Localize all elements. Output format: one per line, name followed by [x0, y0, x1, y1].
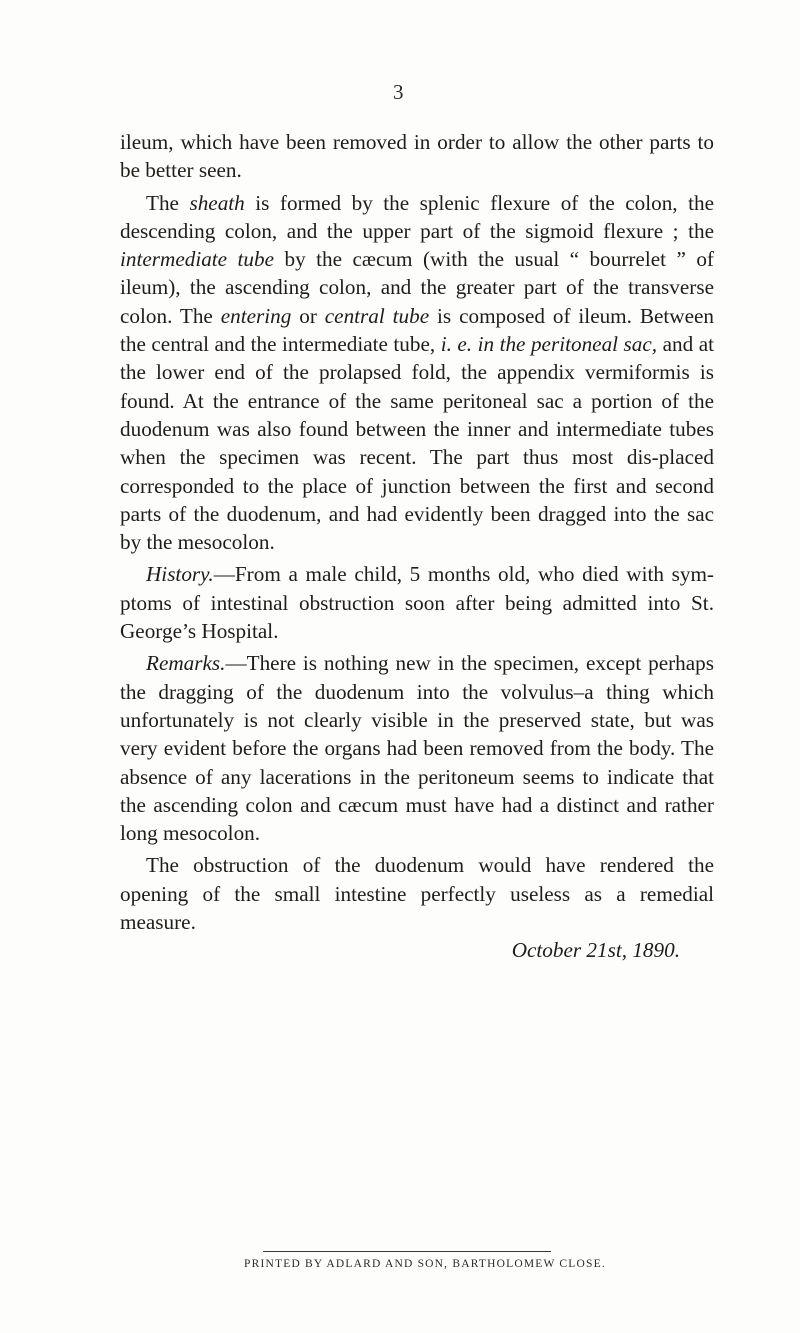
body-text	[120, 128, 714, 965]
term-central-tube: central tube	[324, 303, 430, 328]
text-run: is formed by the splenic flexure of the colon, the descending colon, and the upper part of the sigmoid flexure ; the	[120, 190, 714, 243]
remarks-label: Remarks.	[146, 651, 226, 676]
text-run: is composed of ileum. Between the central and the intermediate tube,	[120, 303, 714, 357]
term-intermediate-tube: intermediate tube	[120, 247, 275, 272]
paragraph-continuation: ileum, which have been removed in order to allow the other parts to be better seen.	[120, 130, 714, 183]
history-label: History.	[146, 562, 214, 587]
history-text: —From a male child, 5 months old, who died with sym-ptoms of intestinal obstruction soon after being admitted into St. George’s Hospital.	[120, 562, 714, 644]
text-run: by the cæcum (with the usual “ bourrelet ” of ileum), the ascending colon, and the greater part of the transverse colon. The	[120, 247, 714, 328]
paragraph-history	[120, 560, 714, 645]
footer-rule	[263, 1251, 551, 1252]
term-sheath: sheath	[189, 190, 245, 215]
term-entering: entering	[220, 303, 292, 328]
term-peritoneal-sac: i. e. in the peritoneal sac,	[440, 332, 658, 357]
page-number: 3	[393, 80, 404, 104]
date-line: October 21st, 1890.	[511, 938, 680, 963]
paragraph-remarks	[120, 649, 714, 847]
paragraph-sheath	[120, 189, 714, 557]
remarks-text: —There is nothing new in the specimen, except perhaps the dragging of the duodenum into the volvulus–a thing which unfortunately is not clearly visible in the preserved state, but was very evident before the organs had been removed from the body. The absence of any lacerations in the peritoneum seems to indicate that the ascending colon and cæcum must have had a distinct and rather long mesocolon.	[120, 651, 714, 846]
text-run: or	[291, 303, 325, 328]
text-run: and at the lower end of the prolapsed fold, the appendix vermiformis is found. At the entrance of the same peritoneal sac a portion of the duodenum was also found between the inner and intermediate tubes when the specimen was recent. The part thus most dis-placed corresponded to the place of junction between the first and second parts of the duodenum, and had evidently been dragged into the sac by the mesocolon.	[120, 332, 714, 555]
text-run: The	[146, 190, 190, 215]
paragraph-obstruction: The obstruction of the duodenum would have rendered the opening of the small intestine perfectly useless as a remedial measure.	[120, 853, 714, 935]
printer-imprint: PRINTED BY ADLARD AND SON, BARTHOLOMEW CLOSE.	[244, 1258, 606, 1270]
